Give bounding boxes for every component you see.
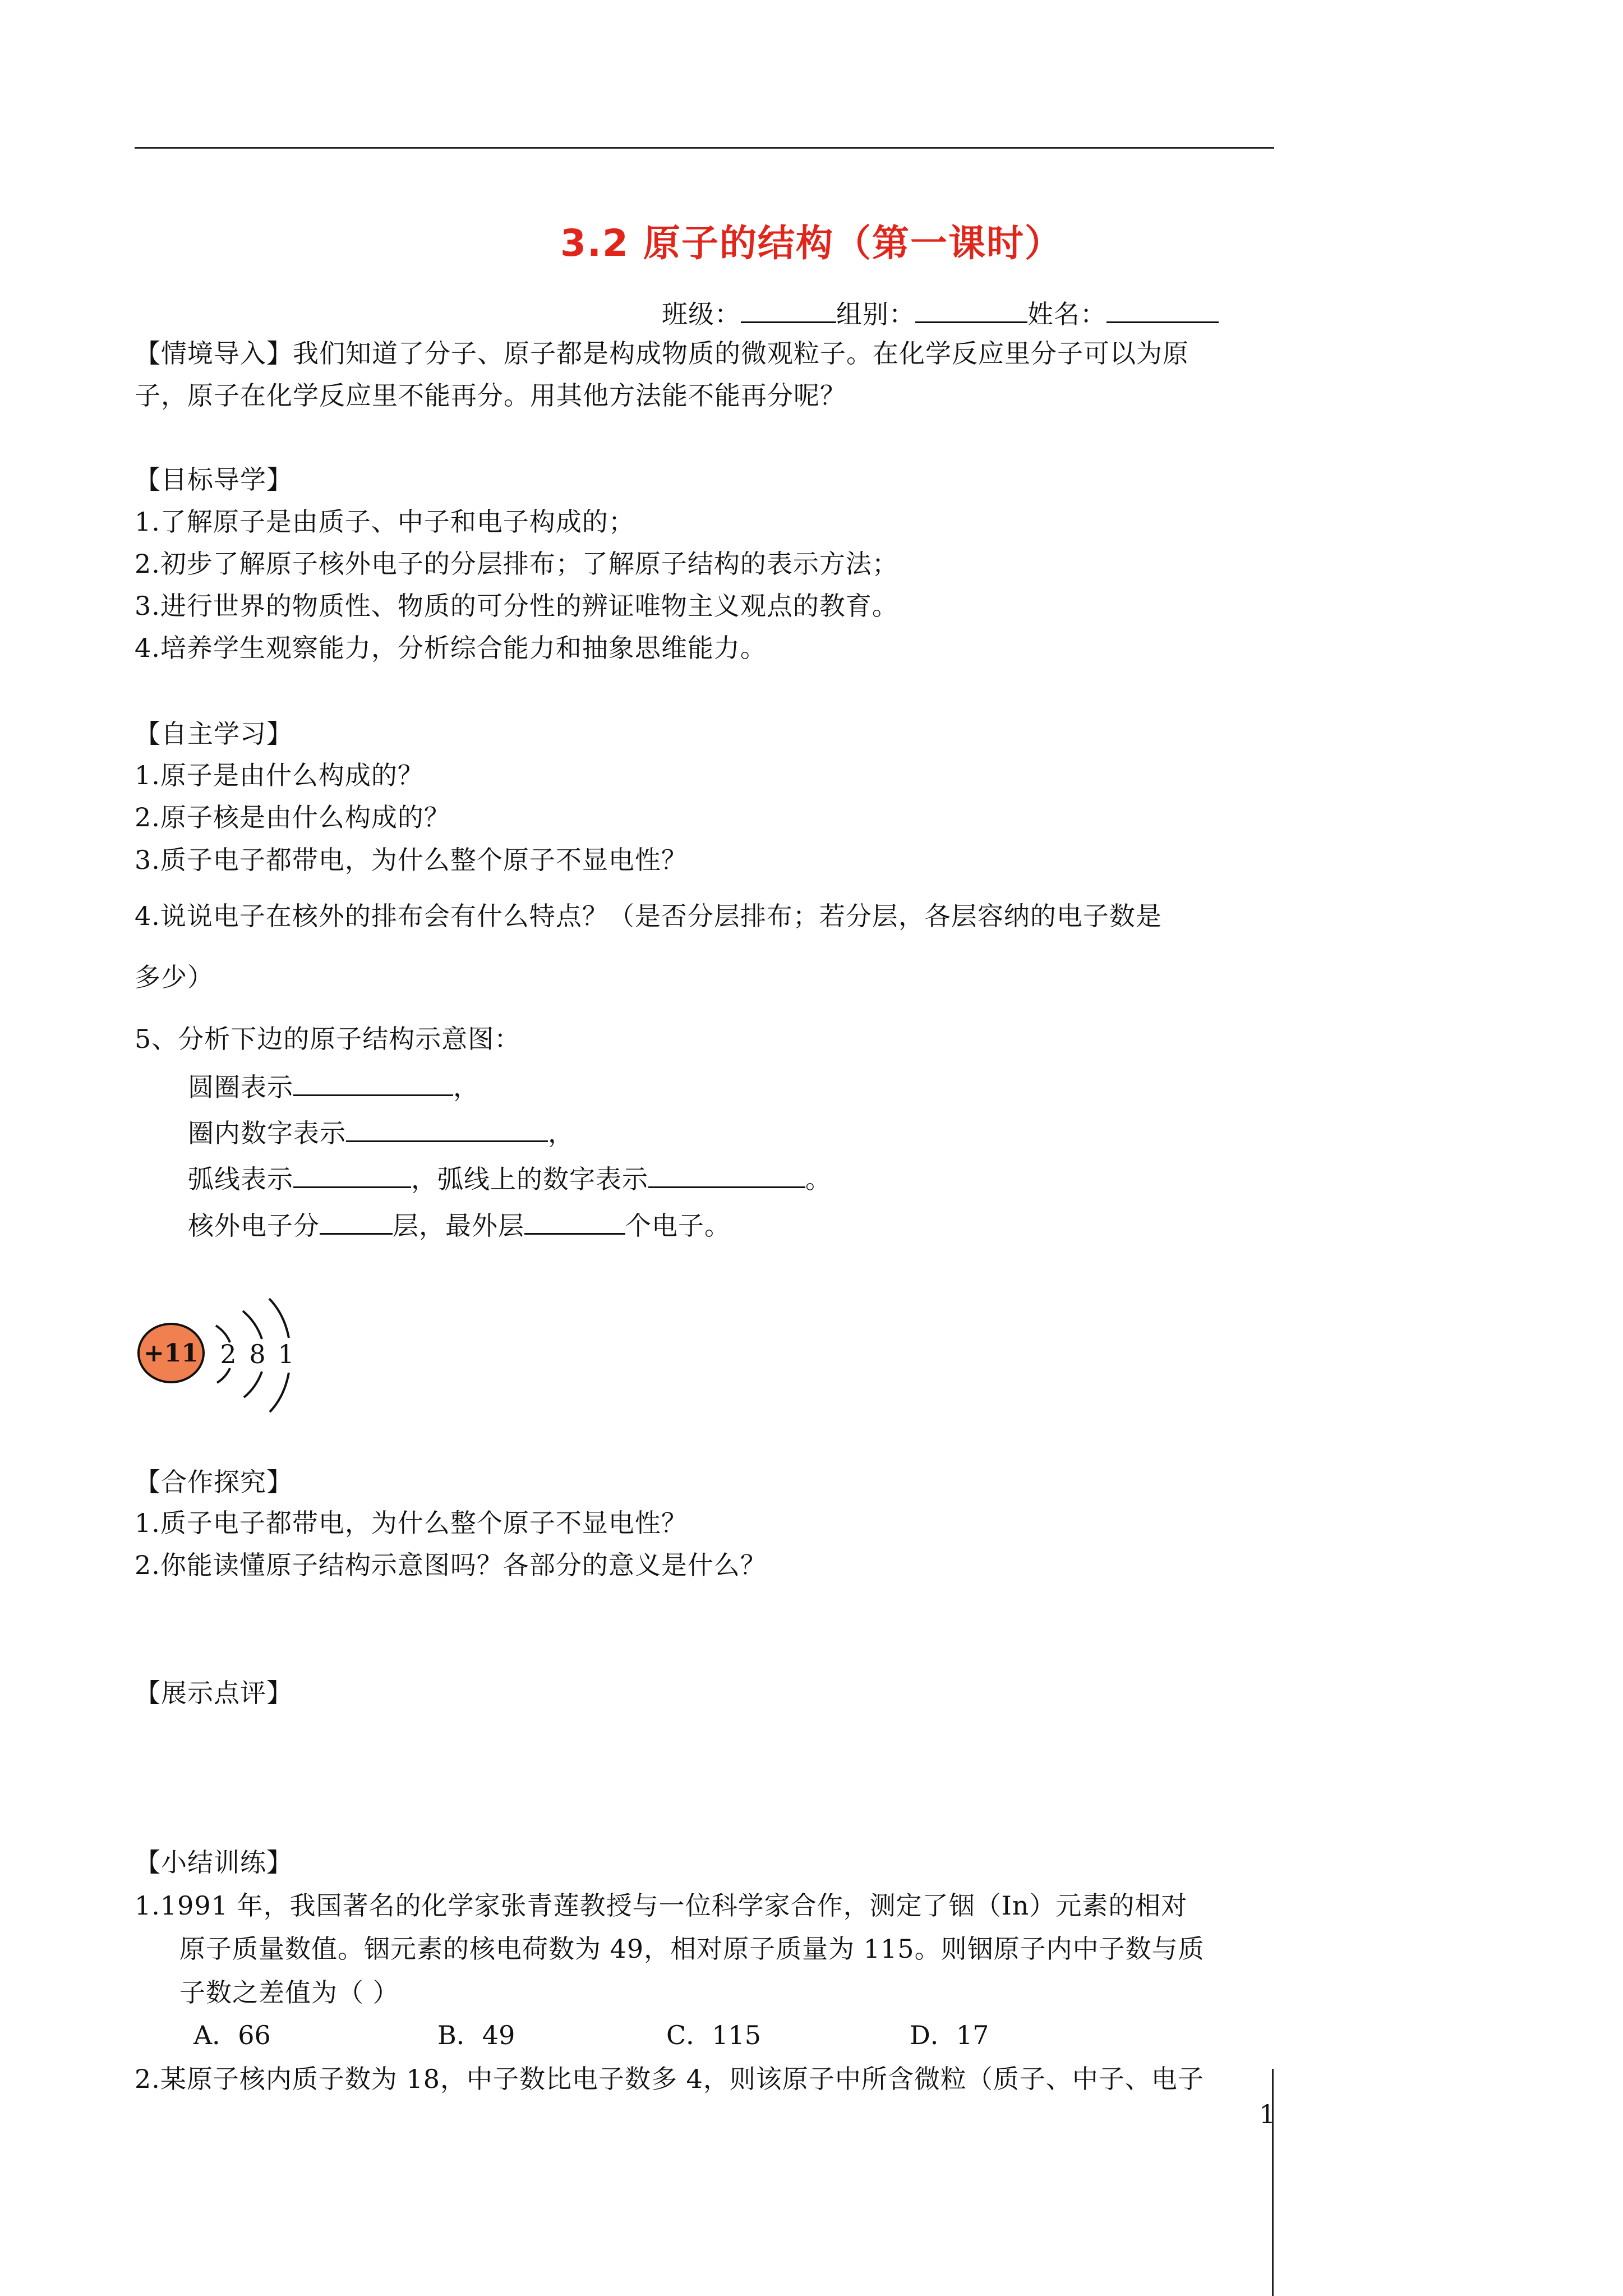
student-info-row [662,297,1219,331]
name-label: 姓名： [1027,299,1106,329]
page-number: 1 [1259,2099,1276,2129]
group-label: 组别： [836,299,915,329]
q5-arc-number-blank[interactable] [648,1164,805,1188]
q5-arc-blank[interactable] [293,1164,411,1188]
summary-q1-line: 原子质量数值。铟元素的核电荷数为 49，相对原子质量为 115。则铟原子内中子数与质 [179,1934,1205,1964]
goals-heading: 【目标导学】 [135,464,293,495]
cooperate-item: 2.你能读懂原子结构示意图吗？各部分的意义是什么？ [135,1550,767,1580]
name-field[interactable] [1106,299,1219,323]
q5-circle-blank[interactable] [293,1072,453,1096]
q5-electrons-label: 个电子。 [625,1211,731,1241]
choice-c[interactable]: C．115 [666,2020,761,2050]
q5-arc-number-label: ，弧线上的数字表示 [411,1164,648,1194]
shell-arc-1-bottom [217,1368,230,1383]
q5-shells-blank[interactable] [320,1211,393,1235]
choice-d[interactable]: D．17 [910,2020,989,2050]
goal-item: 1.了解原子是由质子、中子和电子构成的； [135,507,635,537]
self-study-heading: 【自主学习】 [135,719,293,749]
goal-item: 4.培养学生观察能力，分析综合能力和抽象思维能力。 [135,633,767,663]
q5-comma: ， [548,1118,574,1148]
group-field[interactable] [915,299,1027,323]
q5-comma: ， [453,1072,479,1102]
q5-shells-label: 核外电子分 [188,1211,320,1241]
self-study-item: 2.原子核是由什么构成的？ [135,802,450,832]
shell-arc-2-top [243,1311,262,1339]
q5-shells-line [188,1209,731,1243]
choice-a[interactable]: A．66 [193,2020,271,2050]
intro-line-1: 【情境导入】我们知道了分子、原子都是构成物质的微观粒子。在化学反应里分子可以为原 [135,338,1189,369]
class-field[interactable] [741,299,836,323]
goal-item: 3.进行世界的物质性、物质的可分性的辨证唯物主义观点的教育。 [135,591,898,621]
q5-inner-number-line [188,1116,574,1150]
summary-q2-line: 2.某原子核内质子数为 18，中子数比电子数多 4，则该原子中所含微粒（质子、中子、电子 [135,2064,1204,2094]
summary-q1-line: 1.1991 年，我国著名的化学家张青莲教授与一位科学家合作，测定了铟（In）元素的相对 [135,1890,1188,1921]
choice-b[interactable]: B．49 [437,2020,515,2050]
q5-arc-label: 弧线表示 [188,1164,293,1194]
class-label: 班级： [662,299,741,329]
nucleus-charge: +11 [143,1339,199,1368]
question-5: 5、分析下边的原子结构示意图： [135,1024,521,1054]
q5-circle-label: 圆圈表示 [188,1072,293,1102]
header-rule [135,147,1274,149]
q5-outer-blank[interactable] [524,1211,625,1235]
q5-outer-label: 层，最外层 [393,1211,524,1241]
display-heading: 【展示点评】 [135,1678,293,1708]
self-study-item: 3.质子电子都带电，为什么整个原子不显电性？ [135,845,688,875]
shell-arc-3-bottom [270,1373,289,1412]
cooperate-item: 1.质子电子都带电，为什么整个原子不显电性？ [135,1508,688,1538]
summary-heading: 【小结训练】 [135,1847,293,1878]
q5-inner-label: 圈内数字表示 [188,1118,346,1148]
cooperate-heading: 【合作探究】 [135,1467,293,1497]
q5-period: 。 [805,1164,832,1194]
self-study-item: 多少） [135,962,214,992]
intro-line-2: 子，原子在化学反应里不能再分。用其他方法能不能再分呢？ [135,380,846,411]
q5-circle-line [188,1070,479,1104]
self-study-item: 4.说说电子在核外的排布会有什么特点？（是否分层排布；若分层，各层容纳的电子数是 [135,901,1162,931]
self-study-item: 1.原子是由什么构成的？ [135,760,424,790]
shell-arc-2-bottom [244,1372,262,1397]
shell-electron-count: 2 [220,1339,237,1369]
q5-arc-line [188,1162,832,1196]
shell-arc-3-top [269,1299,289,1338]
shell-electron-count: 8 [249,1339,266,1369]
goal-item: 2.初步了解原子核外电子的分层排布；了解原子结构的表示方法； [135,549,898,579]
page-title: 3.2 原子的结构（第一课时） [560,222,1063,265]
shell-electron-count: 1 [278,1339,294,1369]
q5-inner-blank[interactable] [346,1118,548,1142]
atom-structure-diagram [132,1293,311,1428]
summary-q1-line: 子数之差值为（ ） [179,1977,399,2008]
